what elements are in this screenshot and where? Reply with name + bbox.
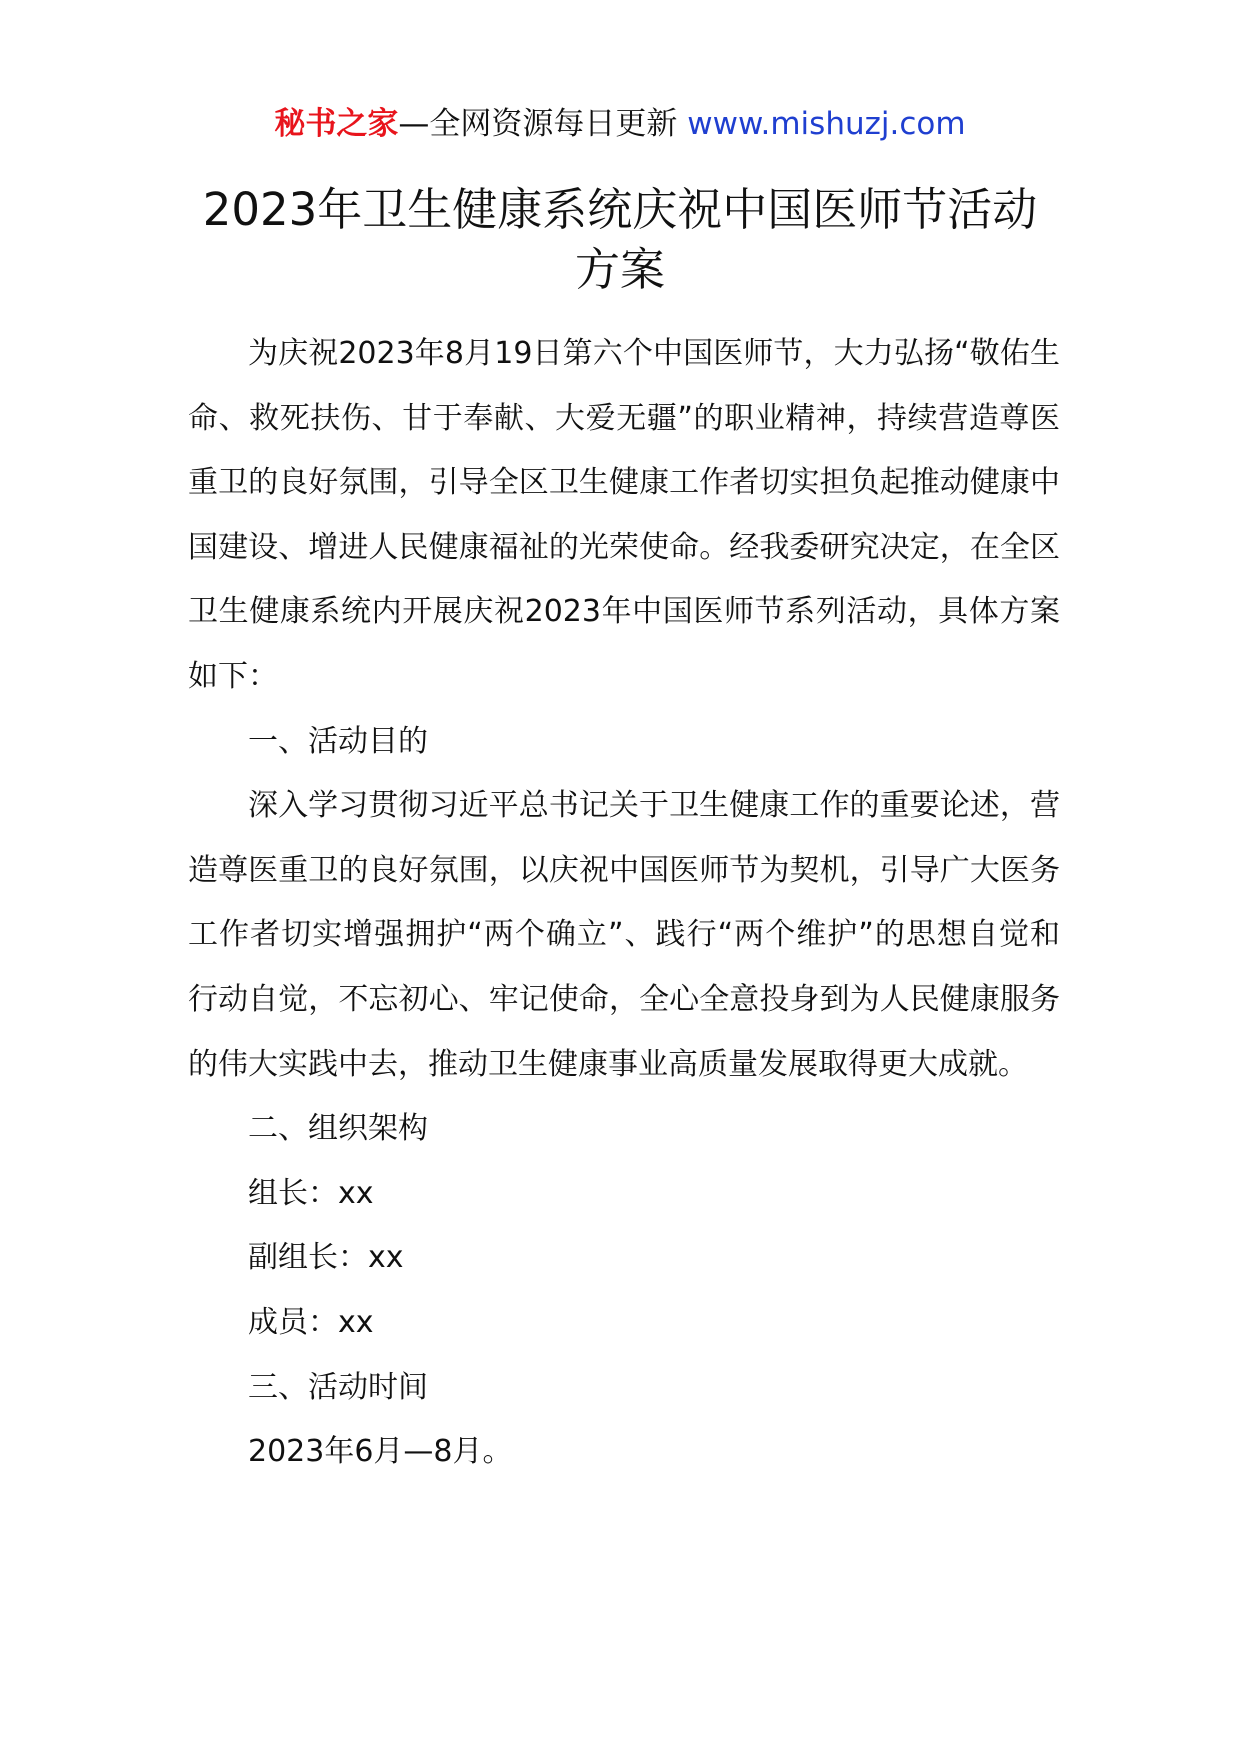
site-slogan: —全网资源每日更新 (398, 106, 678, 142)
title-line-2: 方案 (574, 243, 665, 296)
title-line-1: 2023年卫生健康系统庆祝中国医师节活动 (202, 183, 1038, 236)
activity-time: 2023年6月—8月。 (248, 1434, 513, 1470)
document-body (188, 322, 1060, 1485)
org-members: 成员：xx (248, 1304, 374, 1340)
purpose-paragraph: 深入学习贯彻习近平总书记关于卫生健康工作的重要论述，营造尊医重卫的良好氛围，以庆祝中国医师节为契机，引导广大医务工作者切实增强拥护“两个确立”、践行“两个维护”的思想自觉和行动自觉，不忘初心、牢记使命，全心全意投身到为人民健康服务的伟大实践中去，推动卫生健康事业高质量发展取得更大成就。 (188, 788, 1060, 1082)
section-heading-organization: 二、组织架构 (248, 1111, 428, 1147)
org-leader: 组长：xx (248, 1175, 374, 1211)
site-url-link[interactable]: www.mishuzj.com (687, 106, 966, 142)
site-header (0, 104, 1240, 144)
site-brand: 秘书之家 (274, 106, 399, 142)
intro-paragraph: 为庆祝2023年8月19日第六个中国医师节，大力弘扬“敬佑生命、救死扶伤、甘于奉献、大爱无疆”的职业精神，持续营造尊医重卫的良好氛围，引导全区卫生健康工作者切实担负起推动健康中国建设、增进人民健康福祉的光荣使命。经我委研究决定，在全区卫生健康系统内开展庆祝2023年中国医师节系列活动，具体方案如下： (188, 336, 1060, 694)
section-heading-purpose: 一、活动目的 (248, 723, 428, 759)
org-deputy-leader: 副组长：xx (248, 1240, 404, 1276)
document-title (150, 180, 1090, 300)
section-heading-time: 三、活动时间 (248, 1369, 428, 1405)
